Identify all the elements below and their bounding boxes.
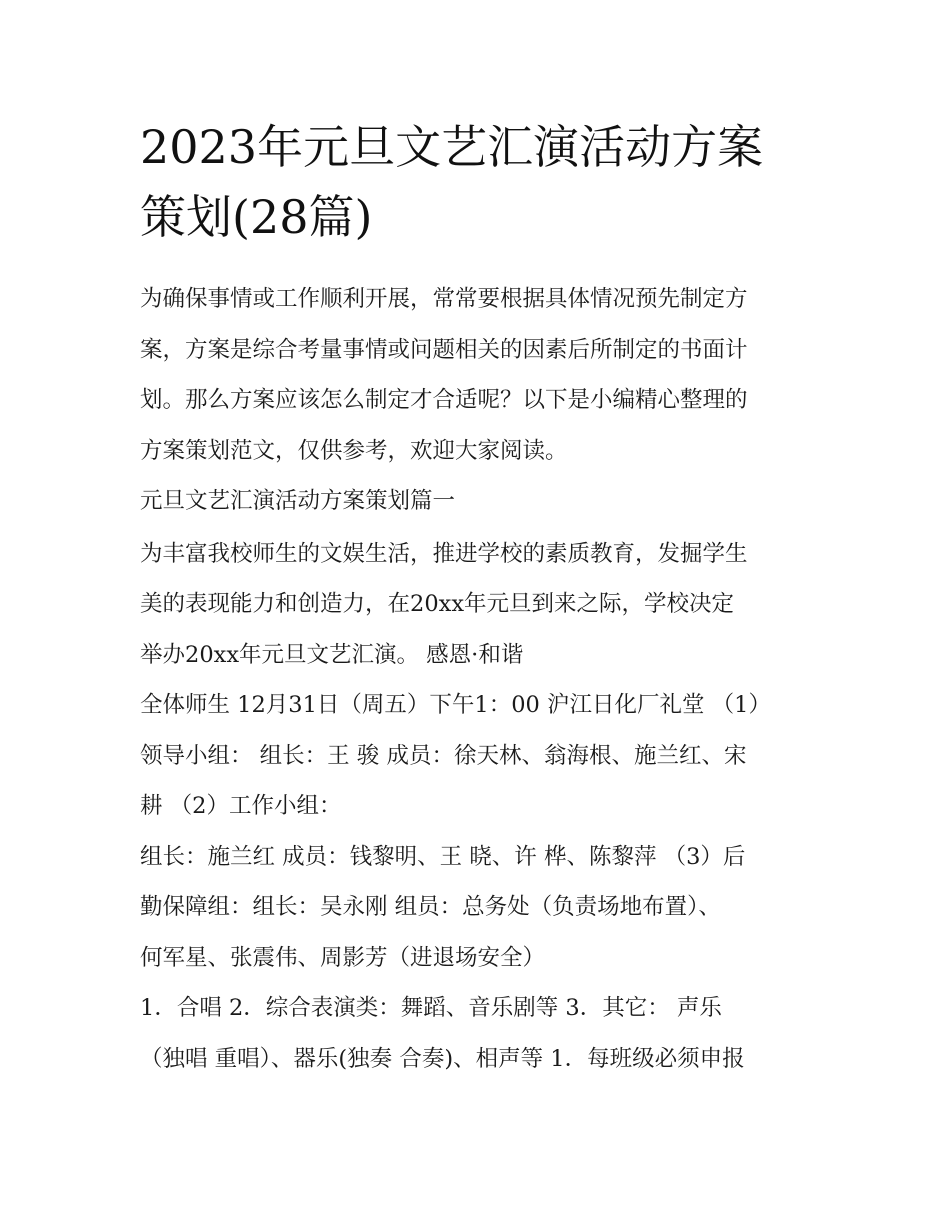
- text-line: 何军星、张震伟、周影芳（进退场安全）: [140, 944, 546, 971]
- text-line: 勤保障组：组长：吴永刚 组员：总务处（负责场地布置）、: [140, 894, 721, 920]
- title-line-2: 策划(28篇): [140, 190, 373, 244]
- text-line: （独唱 重唱）、器乐(独奏 合奏)、相声等 1．每班级必须申报: [140, 1045, 745, 1072]
- title-line-1: 2023年元旦文艺汇演活动方案: [140, 120, 764, 174]
- text-line: 美的表现能力和创造力，在20xx年元旦到来之际，学校决定: [140, 591, 735, 617]
- text-line: 为确保事情或工作顺利开展，常常要根据具体情况预先制定方: [140, 286, 748, 312]
- text-line: 1．合唱 2．综合表演类：舞蹈、音乐剧等 3．其它： 声乐: [140, 995, 722, 1021]
- text-line: 为丰富我校师生的文娱生活，推进学校的素质教育，发掘学生: [140, 540, 748, 567]
- text-line: 案，方案是综合考量事情或问题相关的因素后所制定的书面计: [140, 336, 748, 363]
- document-body: [140, 274, 820, 1084]
- text-line: 组长：施兰红 成员：钱黎明、王 晓、许 桦、陈黎萍 （3）后: [140, 843, 746, 870]
- text-line: 划。那么方案应该怎么制定才合适呢？以下是小编精心整理的: [140, 387, 748, 413]
- text-line: 耕 （2）工作小组：: [140, 793, 342, 819]
- text-line: 举办20xx年元旦文艺汇演。 感恩·和谐: [140, 641, 524, 668]
- text-line: 方案策划范文，仅供参考，欢迎大家阅读。: [140, 437, 568, 464]
- text-line: 全体师生 12月31日（周五）下午1：00 沪江日化厂礼堂 （1）: [140, 692, 771, 718]
- document-title: [140, 112, 840, 252]
- text-line: 领导小组： 组长：王 骏 成员：徐天林、翁海根、施兰红、宋: [140, 742, 747, 769]
- section-heading: 元旦文艺汇演活动方案策划篇一: [140, 488, 456, 514]
